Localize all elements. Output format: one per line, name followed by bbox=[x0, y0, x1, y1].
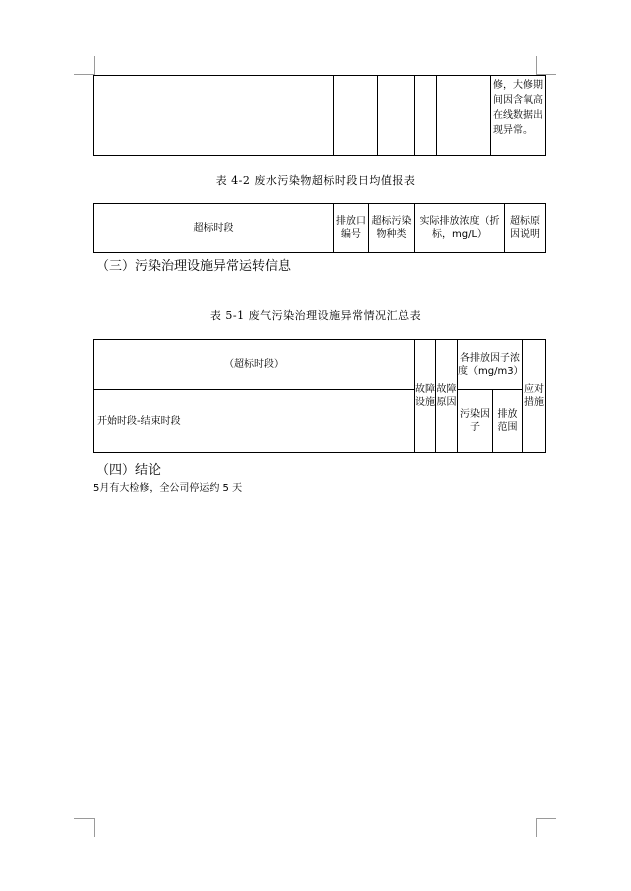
header-measures: 应对措施 bbox=[523, 340, 546, 453]
header-concentration: 实际排放浓度（折标，mg/L） bbox=[415, 204, 505, 253]
header-period: （超标时段） bbox=[94, 340, 415, 390]
conclusion-text: 5月有大检修，全公司停运约 5 天 bbox=[93, 483, 243, 494]
crop-mark-top-left-v bbox=[94, 56, 95, 75]
remark-cell bbox=[491, 76, 546, 156]
row-period-label bbox=[94, 390, 415, 453]
crop-mark-top-right-v bbox=[536, 56, 537, 75]
header-fault-reason: 故障原因 bbox=[436, 340, 458, 453]
cell-empty bbox=[437, 76, 491, 156]
crop-mark-top-left-h bbox=[74, 74, 95, 75]
remark-text: 修，大修期间因含氧高在线数据出现异常。 bbox=[493, 80, 543, 136]
continued-table bbox=[93, 75, 546, 156]
row-period-text: 开始时段-结束时段 bbox=[97, 415, 181, 427]
header-fault-facility: 故障设施 bbox=[415, 340, 436, 453]
crop-mark-bottom-right-h bbox=[536, 818, 556, 819]
header-reason: 超标原因说明 bbox=[505, 204, 546, 253]
crop-mark-bottom-right-v bbox=[536, 818, 537, 837]
table-4-2-caption: 表 4-2 废水污染物超标时段日均值报表 bbox=[215, 174, 416, 187]
cell-empty bbox=[334, 76, 378, 156]
cell-empty bbox=[94, 76, 334, 156]
section-4-title: （四）结论 bbox=[96, 463, 162, 478]
crop-mark-bottom-left-v bbox=[94, 818, 95, 837]
header-pollution-factor: 污染因子 bbox=[458, 390, 493, 453]
header-period: 超标时段 bbox=[94, 204, 334, 253]
section-3-title: （三）污染治理设施异常运转信息 bbox=[96, 259, 292, 274]
table-5-1 bbox=[93, 339, 546, 453]
table-5-1-caption: 表 5-1 废气污染治理设施异常情况汇总表 bbox=[209, 309, 422, 322]
cell-empty bbox=[415, 76, 437, 156]
crop-mark-bottom-left-h bbox=[74, 818, 95, 819]
header-outlet-no: 排放口编号 bbox=[334, 204, 369, 253]
header-factor-concentration: 各排放因子浓度（mg/m3） bbox=[458, 340, 523, 390]
cell-empty bbox=[378, 76, 415, 156]
header-emission-range: 排放范围 bbox=[493, 390, 523, 453]
table-4-2 bbox=[93, 203, 546, 253]
header-pollutant-type: 超标污染物种类 bbox=[369, 204, 415, 253]
